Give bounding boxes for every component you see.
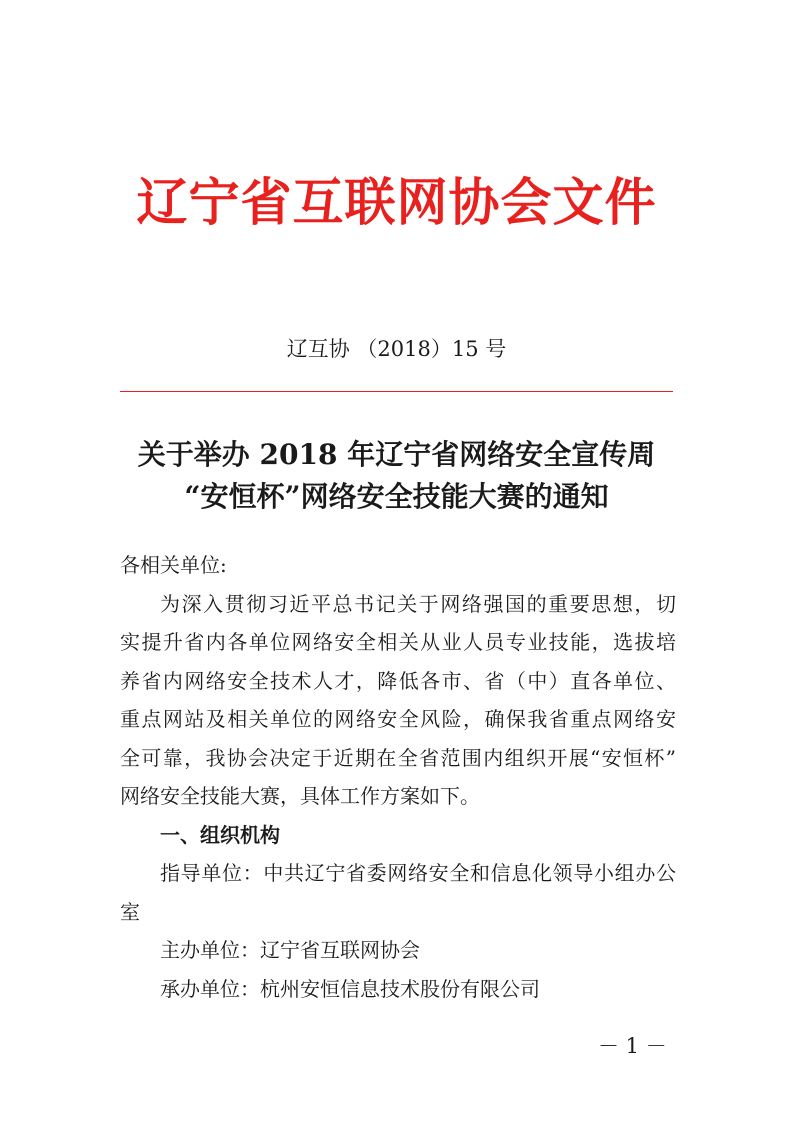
guide-unit-continued: 室	[120, 899, 140, 924]
notice-body	[120, 546, 676, 1008]
paragraph-line: 全可靠，我协会决定于近期在全省范围内组织开展“安恒杯”	[120, 745, 676, 770]
guide-unit: 指导单位：中共辽宁省委网络安全和信息化领导小组办公	[160, 861, 676, 885]
paragraph-line: 网络安全技能大赛，具体工作方案如下。	[120, 784, 480, 808]
notice-title-line-1: 关于举办 2018 年辽宁省网络安全宣传周	[137, 438, 656, 471]
paragraph-line: 为深入贯彻习近平总书记关于网络强国的重要思想，切	[160, 591, 676, 616]
doc-number: 辽互协 （2018）15 号	[286, 337, 507, 361]
organizer-unit: 承办单位：杭州安恒信息技术股份有限公司	[160, 976, 540, 1001]
paragraph-line: 养省内网络安全技术人才，降低各市、省（中）直各单位、	[120, 668, 676, 693]
page-number: － 1 －	[598, 1034, 667, 1058]
red-divider	[120, 391, 673, 392]
salutation: 各相关单位:	[120, 553, 227, 577]
notice-title-line-2: “安恒杯”网络安全技能大赛的通知	[184, 480, 609, 513]
notice-title	[0, 434, 793, 518]
section-heading: 一、组织机构	[160, 822, 280, 847]
paragraph-line: 重点网站及相关单位的网络安全风险，确保我省重点网络安	[120, 707, 676, 731]
paragraph-line: 实提升省内各单位网络安全相关从业人员专业技能，选拔培	[120, 630, 676, 654]
org-title: 辽宁省互联网协会文件	[136, 173, 657, 233]
host-unit: 主办单位：辽宁省互联网协会	[160, 938, 420, 962]
